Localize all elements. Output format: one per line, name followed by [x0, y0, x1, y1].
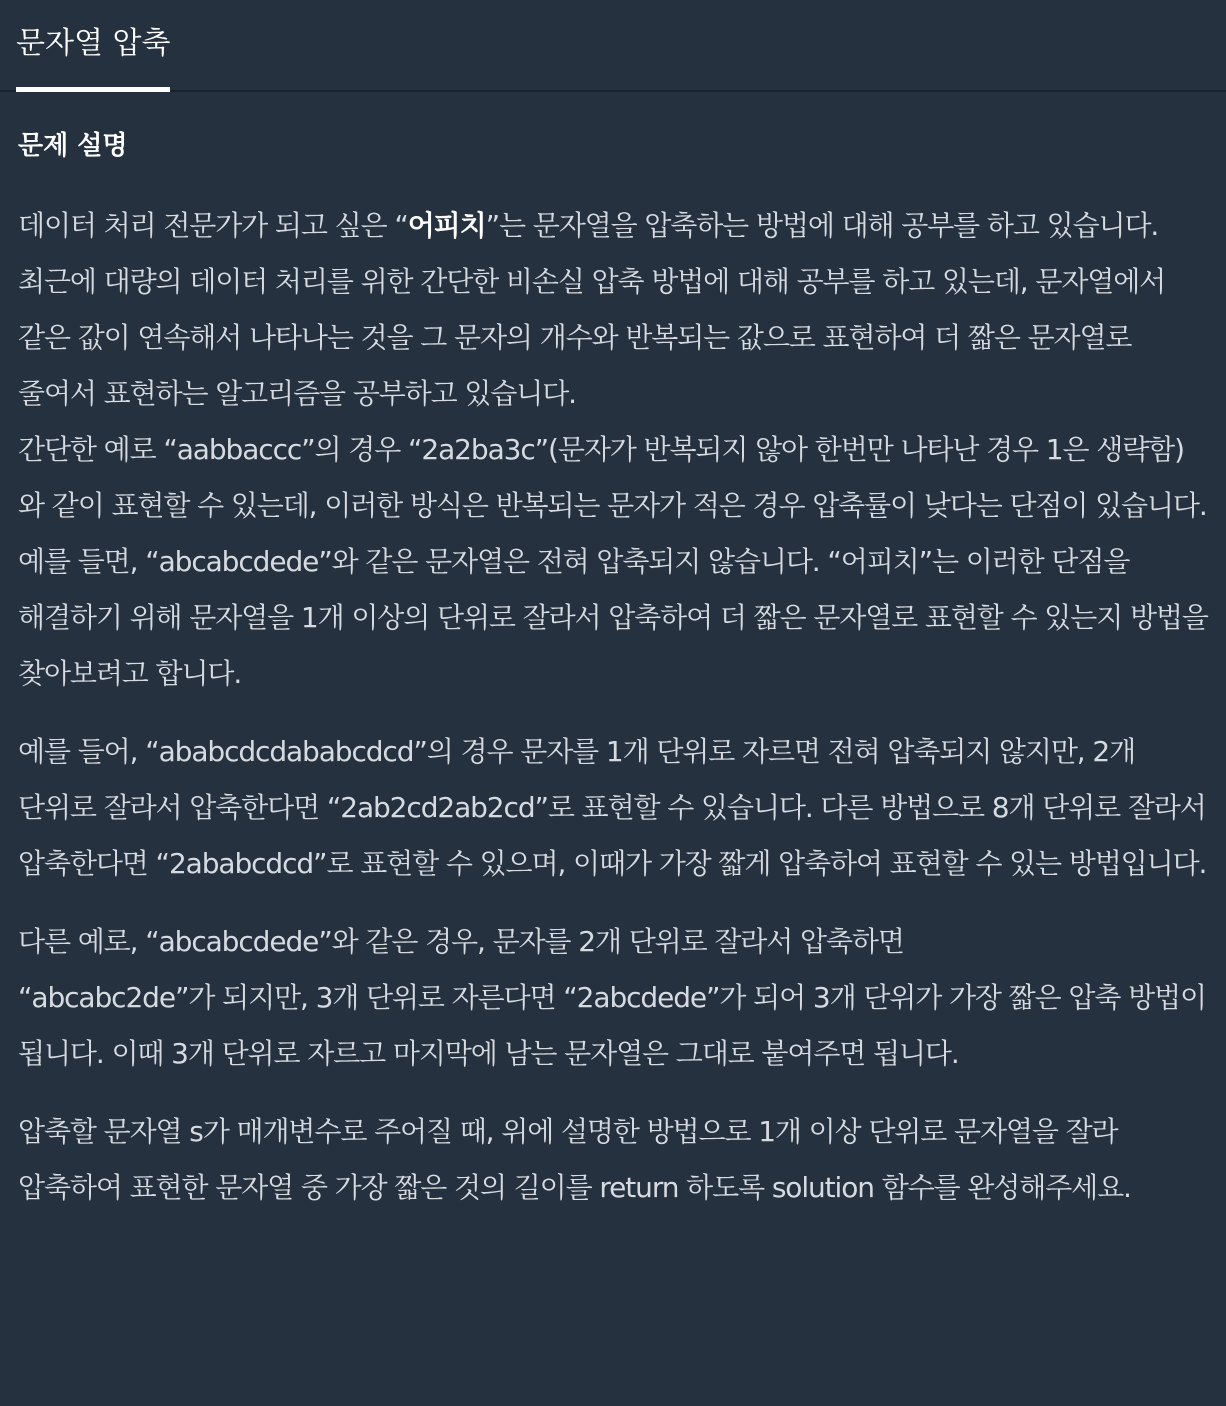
example-2-line-b: “abcabc2de”가 되지만, 3개 단위로 자른다면 “2abcdede”가 되어 3개 단위가 가장 짧은 압축 방법이 됩니다. 이때 3개 단위로 자르고 마지막에 남는 문자열은 그대로 붙여주면 됩니다.	[18, 981, 1206, 1070]
paragraph-example-1: 예를 들어, “ababcdcdababcdcd”의 경우 문자를 1개 단위로 자르면 전혀 압축되지 않지만, 2개 단위로 잘라서 압축한다면 “2ab2cd2ab2cd”로 표현할 수 있습니다. 다른 방법으로 8개 단위로 잘라서 압축한다면 “2ababcdcd”로 표현할 수 있으며, 이때가 가장 짧게 압축하여 표현할 수 있는 방법입니다.	[18, 735, 1207, 880]
intro-text-d: 간단한 예로 “aabbaccc”의 경우 “2a2ba3c”(문자가 반복되지 않아 한번만 나타난 경우 1은 생략함)와 같이 표현할 수 있는데, 이러한 방식은 반복되는 문자가 적은 경우 압축률이 낮다는 단점이 있습니다. 예를 들면, “abcabcdede”와 같은 문자열은 전혀 압축되지 않습니다. “어피치”는 이러한 단점을 해결하기 위해 문자열을 1개 이상의 단위로 잘라서 압축하여 더 짧은 문자열로 표현할 수 있는지 방법을 찾아보려고 합니다.	[18, 433, 1208, 690]
intro-text-c: ”는 문자열을 압축하는 방법에 대해 공부를 하고 있습니다. 최근에 대량의 데이터 처리를 위한 간단한 비손실 압축 방법에 대해 공부를 하고 있는데, 문자열에서 같은 값이 연속해서 나타나는 것을 그 문자의 개수와 반복되는 값으로 표현하여 더 짧은 문자열로 줄여서 표현하는 알고리즘을 공부하고 있습니다.	[18, 209, 1166, 410]
active-tab-indicator	[16, 87, 170, 92]
tab-label: 문자열 압축	[16, 26, 171, 61]
paragraph-intro	[18, 198, 1208, 702]
intro-bold-name: 어피치	[407, 209, 486, 242]
paragraph-task: 압축할 문자열 s가 매개변수로 주어질 때, 위에 설명한 방법으로 1개 이상 단위로 문자열을 잘라 압축하여 표현한 문자열 중 가장 짧은 것의 길이를 return 하도록 solution 함수를 완성해주세요.	[18, 1115, 1131, 1204]
intro-text-a: 데이터 처리 전문가가 되고 싶은 “	[18, 209, 408, 242]
tab-bar	[0, 0, 1226, 92]
tab-string-compression[interactable]	[16, 0, 170, 92]
problem-description	[18, 120, 1208, 1238]
example-2-line-a: 다른 예로, “abcabcdede”와 같은 경우, 문자를 2개 단위로 잘라서 압축하면	[18, 925, 904, 958]
section-heading: 문제 설명	[18, 131, 128, 161]
paragraph-example-2	[18, 914, 1208, 1082]
